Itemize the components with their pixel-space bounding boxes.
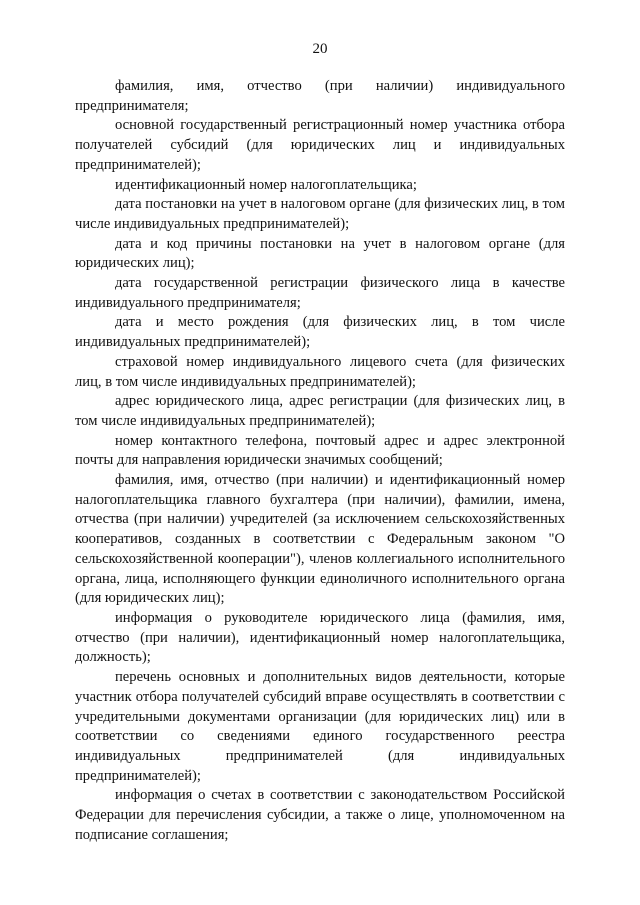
paragraph: адрес юридического лица, адрес регистрации (для физических лиц, в том числе индивидуальных предпринимателей); <box>75 393 565 429</box>
paragraph: дата и код причины постановки на учет в налоговом органе (для юридических лиц); <box>75 235 565 272</box>
paragraph: информация о счетах в соответствии с законодательством Российской Федерации для перечисления субсидии, а также о лице, уполномоченном на подписание соглашения; <box>75 787 565 843</box>
paragraph: дата и место рождения (для физических лиц, в том числе индивидуальных предпринимателей); <box>75 314 565 351</box>
paragraph: основной государственный регистрационный номер участника отбора получателей субсидий (для юридических лиц и индивидуальных предпринимателей); <box>75 117 565 173</box>
paragraph: фамилия, имя, отчество (при наличии) индивидуального предпринимателя; <box>75 78 565 114</box>
paragraph: номер контактного телефона, почтовый адрес и адрес электронной почты для направления юридически значимых сообщений; <box>75 432 565 469</box>
paragraph: страховой номер индивидуального лицевого счета (для физических лиц, в том числе индивидуальных предпринимателей); <box>75 353 565 390</box>
paragraph: информация о руководителе юридического лица (фамилия, имя, отчество (при наличии), идентификационный номер налогоплательщика, должность); <box>75 609 565 666</box>
paragraph: фамилия, имя, отчество (при наличии) и идентификационный номер налогоплательщика главного бухгалтера (при наличии), фамилии, имена, отчества (при наличии) учредителей (за исключением сельскохозяйственных кооперативов, созданных в соответствии с Федеральным законом "О сельскохозяйственной кооперации"), членов коллегиального исполнительного органа, лица, исполняющего функции единоличного исполнительного органа (для юридических лиц); <box>75 472 565 607</box>
paragraph: перечень основных и дополнительных видов деятельности, которые участник отбора получателей субсидий вправе осуществлять в соответствии с учредительными документами организации (для юридических лиц) или в соответствии со сведениями единого государственного реестра индивидуальных предпринимателей (для индивидуальных предпринимателей); <box>75 669 565 784</box>
paragraph: дата государственной регистрации физического лица в качестве индивидуального предпринимателя; <box>75 275 565 311</box>
page-number: 20 <box>312 41 328 57</box>
paragraph: идентификационный номер налогоплательщика; <box>115 176 417 193</box>
paragraph: дата постановки на учет в налоговом органе (для физических лиц, в том числе индивидуальных предпринимателей); <box>75 196 565 232</box>
document-body <box>75 77 565 845</box>
